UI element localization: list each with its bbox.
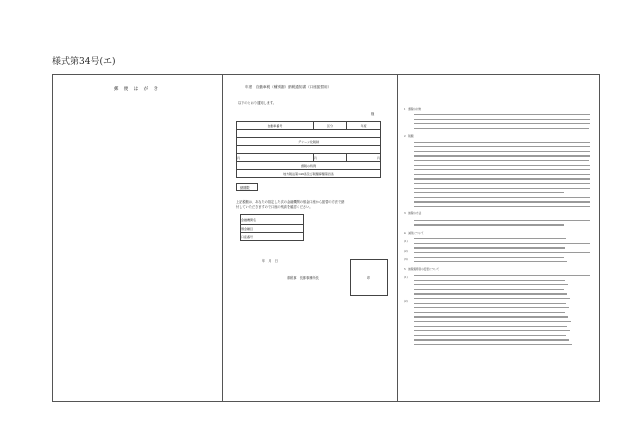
section-heading-2: 2 税額 — [404, 135, 414, 138]
item-mark-3: (3) — [404, 258, 408, 261]
fine-print-line — [414, 220, 590, 221]
statute-row: 地方税法第149条及び税額算額第四条 — [237, 170, 381, 178]
header-category: 区分 — [313, 122, 347, 130]
notice-heading: 年度 自動車税（種別割）納税通知書（口座振替用） — [245, 85, 332, 89]
fine-print-line — [414, 123, 590, 124]
fine-print-line — [414, 344, 572, 345]
fine-print-line — [414, 293, 567, 294]
fine-print-line — [414, 298, 570, 299]
fine-print-line — [414, 330, 570, 331]
section-heading-4: 4 減免について — [404, 232, 424, 235]
item-mark-4: (1) — [404, 276, 408, 279]
section-heading-1: 1 課税の対象 — [404, 108, 422, 111]
fine-print-line — [414, 188, 590, 189]
fine-print-line — [414, 151, 590, 152]
fine-print-line — [414, 128, 589, 129]
notice-line-2: 付していただきますので口座の残高を確認ください。 — [236, 205, 313, 209]
yen-label-1: 円 — [237, 154, 314, 162]
table-row — [237, 146, 381, 154]
notice-intro: 以下のとおり通知します。 — [238, 101, 276, 105]
fine-print-line — [414, 326, 567, 327]
fine-print-line — [414, 261, 567, 262]
tax-detail-table — [236, 121, 381, 178]
fine-print-line — [414, 321, 571, 322]
fine-print-line — [414, 165, 590, 166]
header-vehicle-number: 自動車番号 — [237, 122, 314, 130]
fine-print-line — [414, 183, 590, 184]
fine-print-line — [414, 339, 569, 340]
header-year: 年度 — [347, 122, 381, 130]
fine-print-line — [414, 289, 564, 290]
bank-name-label: 金融機関名 — [241, 215, 304, 225]
addressee-suffix: 様 — [371, 112, 375, 116]
account-number-label: 口座番号 — [241, 233, 304, 241]
fine-print-line — [414, 312, 565, 313]
section-heading-5: 5 納税義務者の変更について — [404, 268, 440, 271]
fine-print-line — [414, 224, 564, 225]
fine-print-line — [414, 284, 568, 285]
fine-print-line — [414, 160, 589, 161]
fine-print-line — [414, 174, 590, 175]
fine-print-line — [414, 238, 566, 239]
fine-print-line — [414, 280, 565, 281]
tax-note-row: 課税の特例 — [237, 162, 381, 170]
fine-print-line — [414, 114, 590, 115]
yen-label-2: 円 — [313, 154, 347, 162]
fine-print-line — [414, 197, 590, 198]
fine-print-line — [414, 316, 568, 317]
bank-info-table — [240, 214, 304, 241]
seal-label: 印 — [367, 276, 371, 280]
fine-print-line — [414, 335, 566, 336]
table-row — [237, 130, 381, 138]
issuer-name: 県税事 長都事務所長 — [287, 276, 319, 280]
fine-print-line — [414, 252, 590, 253]
item-mark-1: (1) — [404, 240, 408, 243]
due-date-label: 納期限 — [240, 186, 250, 190]
fine-print-line — [414, 247, 565, 248]
account-type-label: 預金種目 — [241, 225, 304, 233]
fine-print-line — [414, 303, 566, 304]
form-number-label: 様式第34号(エ) — [52, 57, 116, 67]
fine-print-line — [414, 169, 590, 170]
fine-print-line — [414, 243, 590, 244]
fine-print-line — [414, 201, 590, 202]
fine-print-line — [414, 257, 564, 258]
green-tax-row: グリーン化税制 — [237, 138, 381, 146]
issue-date: 年 月 日 — [262, 259, 278, 263]
panel-divider-left — [222, 74, 223, 402]
fine-print-line — [414, 206, 590, 207]
item-mark-5: (2) — [404, 300, 408, 303]
due-date-box — [236, 183, 258, 191]
yen-label-3: 円 — [347, 154, 381, 162]
postcard-label: 郵 便 は が き — [113, 87, 161, 92]
fine-print-line — [414, 307, 569, 308]
fine-print-line — [414, 275, 590, 276]
fine-print-line — [414, 142, 590, 143]
notice-line-1: 上記税額は、あなたの指定した次の金融機関の預金口座から振替の方法で納 — [236, 200, 345, 204]
fine-print-line — [414, 178, 590, 179]
fine-print-line — [414, 192, 564, 193]
fine-print-line — [414, 155, 590, 156]
official-seal-box — [350, 259, 388, 296]
section-heading-3: 3 納税の方法 — [404, 212, 422, 215]
fine-print-line — [414, 146, 590, 147]
item-mark-2: (2) — [404, 250, 408, 253]
fine-print-line — [414, 119, 590, 120]
panel-divider-right — [397, 74, 398, 402]
